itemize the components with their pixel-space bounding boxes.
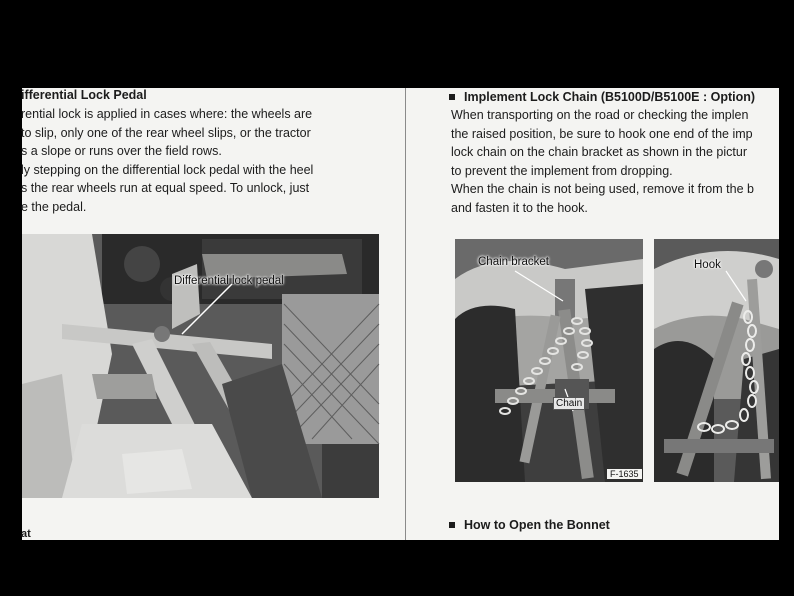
paragraph-line: to slip, only one of the rear wheel slips, or the tractor (21, 125, 311, 140)
chain-callout: Chain (553, 397, 585, 410)
chain-bracket-illustration (455, 239, 643, 482)
paragraph-line: When transporting on the road or checking the implen (451, 108, 749, 122)
implement-lock-chain-heading (449, 90, 755, 104)
hook-photo (654, 239, 779, 482)
manual-page-spread (22, 88, 779, 540)
differential-lock-paragraph (21, 105, 313, 217)
paragraph-line: ly stepping on the differential lock pedal with the heel (21, 162, 314, 177)
paragraph-line: the raised position, be sure to hook one end of the imp (451, 126, 753, 141)
paragraph-line: e the pedal. (21, 199, 87, 214)
left-column (22, 88, 398, 540)
paragraph-line: rential lock is applied in cases where: the wheels are (21, 107, 313, 121)
column-divider (405, 88, 406, 540)
implement-lock-chain-paragraph (451, 106, 754, 218)
hook-illustration (654, 239, 779, 482)
paragraph-line: When the chain is not being used, remove it from the b (451, 182, 754, 197)
differential-lock-pedal-callout: Differential lock pedal (174, 275, 284, 287)
paragraph-line: s the rear wheels run at equal speed. To unlock, just (21, 181, 310, 196)
figure-code: F-1635 (607, 469, 642, 479)
chain-bracket-photo (455, 239, 643, 482)
paragraph-line: s a slope or runs over the field rows. (21, 144, 222, 159)
implement-lock-chain-title: Implement Lock Chain (B5100D/B5100E : Option) (464, 90, 756, 104)
paragraph-line: and fasten it to the hook. (451, 200, 588, 215)
chain-bracket-callout: Chain bracket (478, 256, 549, 268)
paragraph-line: to prevent the implement from dropping. (451, 163, 673, 178)
next-section-fragment: at (21, 528, 31, 540)
differential-lock-heading: ifferential Lock Pedal (21, 88, 147, 102)
bullet-icon (449, 522, 455, 528)
bullet-icon (449, 94, 455, 100)
hook-callout: Hook (694, 259, 721, 271)
differential-lock-photo (22, 234, 379, 498)
open-bonnet-heading (449, 518, 610, 532)
paragraph-line: lock chain on the chain bracket as shown in the pictur (451, 145, 748, 160)
open-bonnet-title: How to Open the Bonnet (464, 518, 610, 532)
right-column (427, 88, 779, 540)
tractor-pedal-illustration (22, 234, 379, 498)
